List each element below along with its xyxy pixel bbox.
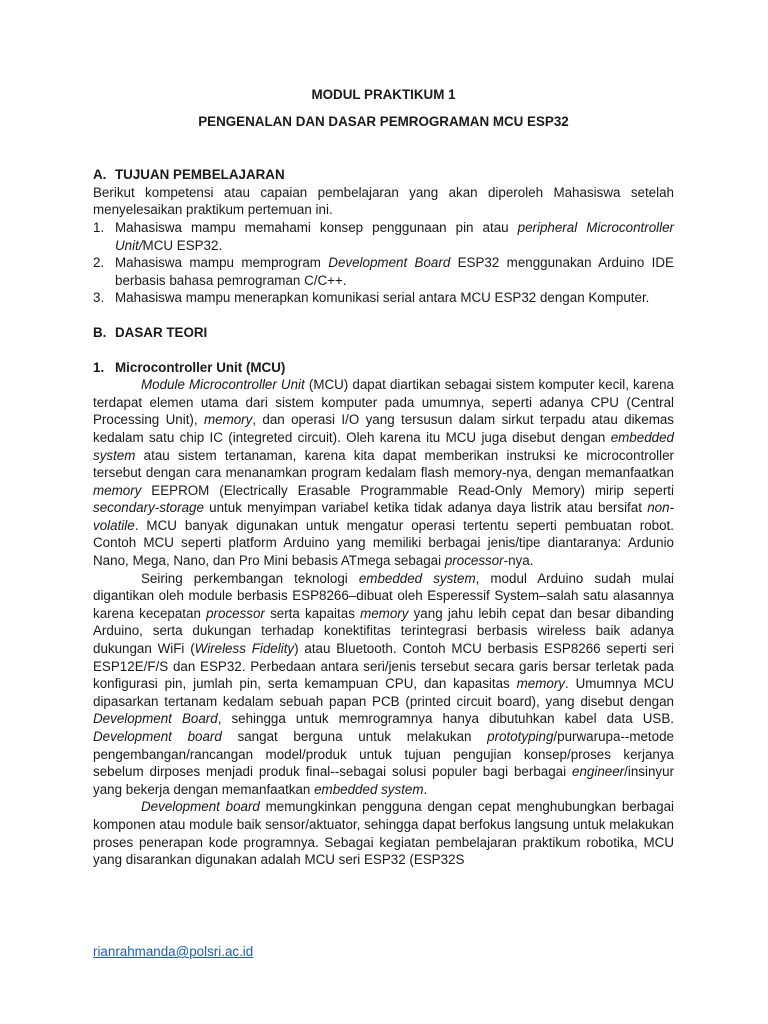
section-b-title: DASAR TEORI [115,324,208,340]
paragraph-development-board: Development board memungkinkan pengguna dengan cepat menghubungkan berbagai komponen atau module baik sensor/aktuator, sehingga dapat berfokus langsung untuk melakukan proses penerapan kode programnya. Sebagai kegiatan pembelajaran praktikum robotika, MCU yang disarankan digunakan adalah MCU seri ESP32 (ESP32S [93,799,674,868]
list-item-number: 1. [93,219,105,235]
list-item-text: Mahasiswa mampu memahami konsep penggunaan pin atau [115,219,518,235]
document-subtitle: PENGENALAN DAN DASAR PEMROGRAMAN MCU ESP32 [198,113,569,129]
list-item [93,254,674,289]
section-a-heading [93,166,674,184]
list-item-text: Mahasiswa mampu memprogram [115,255,329,271]
paragraph-mcu-definition: Module Microcontroller Unit (MCU) dapat diartikan sebagai sistem komputer kecil, karena terdapat elemen utama dari sistem komputer pada umumnya, seperti adanya CPU (Central Processing Unit), memory, dan operasi I/O yang tersusun dalam sirkut terpadu atau dikemas kedalam satu chip IC (integreted circuit). Oleh karena itu MCU juga disebut dengan embedded system atau sistem tertanaman, karena kita dapat memberikan instruksi ke microcontroller tersebut dengan cara menanamkan program kedalam flash memory-nya, dengan memanfaatkan memory EEPROM (Electrically Erasable Programmable Read-Only Memory) mirip seperti secondary-storage untuk menyimpan variabel ketika tidak adanya daya listrik atau bersifat non-volatile. MCU banyak digunakan untuk mengatur operasi tertentu seperti pembuatan robot. Contoh MCU seperti platform Arduino yang memiliki berbagai jenis/tipe diantaranya: Ardunio Nano, Mega, Nano, dan Pro Mini bebasis ATmega sebagai processor-nya. [93,377,674,569]
section-a-title: TUJUAN PEMBELAJARAN [115,167,285,183]
list-item-italic: Development Board [328,255,451,271]
list-item-number: 2. [93,255,105,271]
list-item-italic: peripheral Microcontroller Unit/ [115,219,675,253]
subsection-1-label: 1. [93,359,105,375]
section-b-label: B. [93,324,107,340]
learning-goals-list [93,219,674,307]
list-item-text: MCU ESP32. [142,237,223,253]
document-body [93,86,674,869]
section-a-intro: Berikut kompetensi atau capaian pembelajaran yang akan diperoleh Mahasiswa setelah menyelesaikan praktikum pertemuan ini. [93,184,674,218]
section-b-heading [93,324,674,342]
paragraph-esp-development: Seiring perkembangan teknologi embedded system, modul Arduino sudah mulai digantikan oleh module berbasis ESP8266–dibuat oleh Esperessif System–salah satu alasannya karena kecepatan processor serta kapaitas memory yang jahu lebih cepat dan besar dibanding Arduino, serta dukungan terhadap konektifitas terintegrasi berbasis wireless baik adanya dukungan WiFi (Wireless Fidelity) atau Bluetooth. Contoh MCU berbasis ESP8266 seperti seri ESP12E/F/S dan ESP32. Perbedaan antara seri/jenis tersebut secara garis bersar terletak pada konfigurasi pin, jumlah pin, serta kemampuan CPU, dan kapasitas memory. Umumnya MCU dipasarkan tertanam kedalam sebuah papan PCB (printed circuit board), yang disebut dengan Development Board, sehingga untuk memrogramnya hanya dibutuhkan kabel data USB. Development board sangat berguna untuk melakukan prototyping/purwarupa--metode pengembangan/rancangan model/produk untuk tujuan pengujian konsep/proses kerjanya sebelum dirposes menjadi produk final--sebagai solusi populer bagi berbagai engineer/insinyur yang bekerja dengan memanfaatkan embedded system. [93,570,674,797]
list-item-text: ESP32 menggunakan Arduino IDE berbasis bahasa pemrograman C/C++. [115,255,674,288]
list-item [93,219,674,254]
list-item-number: 3. [93,290,105,306]
list-item [93,289,674,307]
document-title: MODUL PRAKTIKUM 1 [311,87,456,102]
list-item-text: Mahasiswa mampu menerapkan komunikasi serial antara MCU ESP32 dengan Komputer. [115,290,650,306]
footer-email-link[interactable]: rianrahmanda@polsri.ac.id [93,944,254,959]
section-a-label: A. [93,167,107,183]
subsection-1-heading [93,359,674,377]
subsection-1-title: Microcontroller Unit (MCU) [115,359,286,375]
